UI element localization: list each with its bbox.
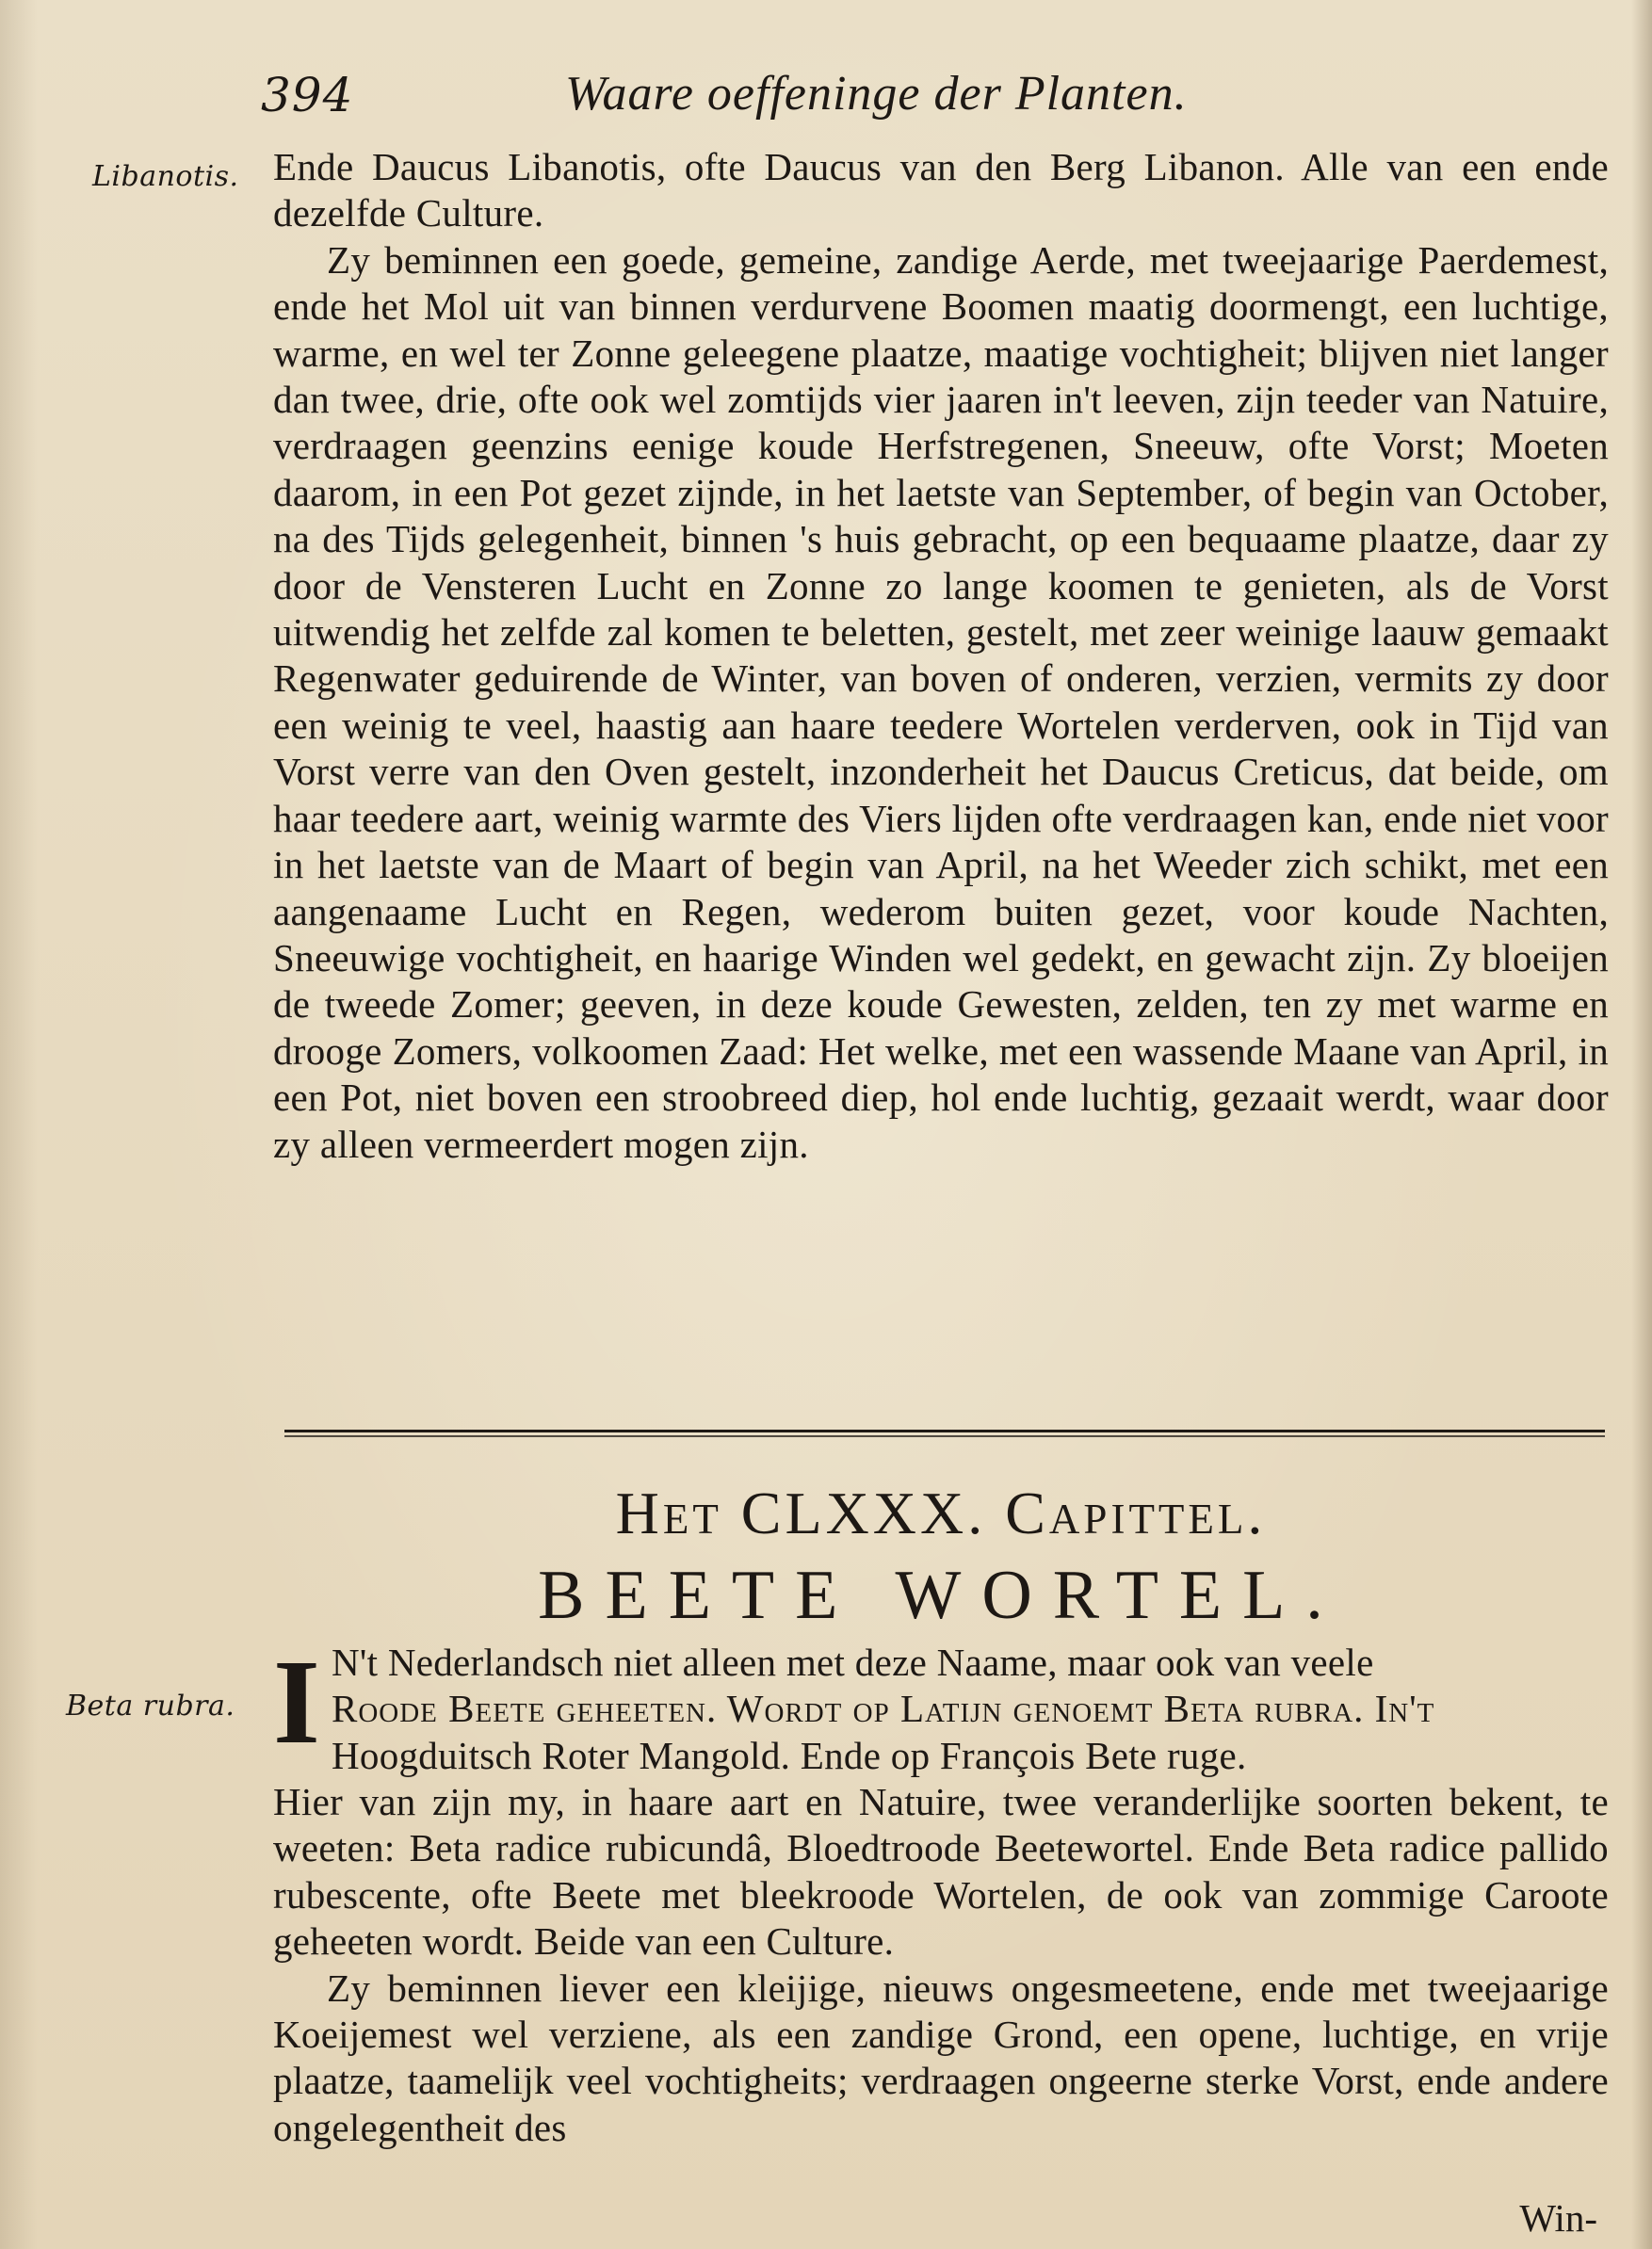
chapter-title: BEETE WORTEL. [538, 1557, 1344, 1634]
drop-cap: I [273, 1635, 321, 1769]
margin-note-beta-rubra: Beta rubra. [66, 1690, 235, 1723]
section-1-text [273, 144, 1609, 1168]
running-head [0, 58, 1652, 124]
lead-line-2: Roode Beete geheeten. Wordt op Latijn genoemt Beta rubra. In't [332, 1687, 1435, 1731]
catchword: Win- [1519, 2196, 1597, 2240]
chapter-lead [273, 1635, 1609, 1779]
page-number: 394 [261, 68, 354, 122]
lead-line-3: Hoogduitsch Roter Mangold. Ende op François Bete ruge. [332, 1733, 1247, 1777]
chapter-heading: Het CLXXX. Capittel. [615, 1480, 1267, 1546]
paragraph-culture: Zy beminnen een goede, gemeine, zandige Aerde, met tweejaarige Paerdemest, ende het Mol uit van binnen verdurvene Boomen maatig doormengt, een luchtige, warme, en wel ter Zonne geleegene plaatze, maatige vochtigheit; blijven niet langer dan twee, drie, ofte ook wel zomtijds vier jaaren in't leeven, zijn teeder van Natuire, verdraagen geenzins eenige koude Herfstregenen, Sneeuw, ofte Vorst; Moeten daarom, in een Pot gezet zijnde, in het laetste van September, of begin van October, na des Tijds gelegenheit, binnen 's huis gebracht, op een bequaame plaatze, daar zy door de Vensteren Lucht en Zonne zo lange koomen te genieten, als de Vorst uitwendig het zelfde zal komen te beletten, gestelt, met zeer weinige laauw gemaakt Regenwater geduirende de Winter, van boven of onderen, verzien, vermits zy door een weinig te veel, haastig aan haare teedere Wortelen verderven, ook in Tijd van Vorst verre van den Oven gestelt, inzonderheit het Daucus Creticus, dat beide, om haar teedere aart, weinig warmte des Viers lijden ofte verdraagen kan, ende niet voor in het laetste van de Maart of begin van April, na het Weeder zich schikt, met een aangenaame Lucht en Regen, wederom buiten gezet, voor koude Nachten, Sneeuwige vochtigheit, en haarige Winden wel gedekt, en gewacht zijn. Zy bloeijen de tweede Zomer; geeven, in deze koude Gewesten, zelden, ten zy met warme en drooge Zomers, volkoomen Zaad: Het welke, met een wassende Maane van April, in een Pot, niet boven een stroobreed diep, hol ende luchtig, gezaait werdt, waar door zy alleen vermeerdert mogen zijn. [273, 237, 1609, 1166]
page-shadow-right [1631, 0, 1652, 2249]
lead-line-1: N't Nederlandsch niet alleen met deze Naame, maar ook van veele [332, 1641, 1374, 1684]
margin-note-libanotis: Libanotis. [92, 160, 239, 193]
paragraph-libanotis: Ende Daucus Libanotis, ofte Daucus van den Berg Libanon. Alle van een ende dezelfde Culture. [273, 145, 1609, 235]
page-shadow-left [0, 0, 38, 2249]
section-divider-rule [284, 1430, 1605, 1438]
section-2-text [273, 1779, 1609, 2151]
paragraph-soil: Zy beminnen liever een kleijige, nieuws ongesmeetene, ende met tweejaarige Koeijemest wel verziene, als een zandige Grond, een opene, luchtige, en vrije plaatze, taamelijk veel vochtigheits; verdraagen ongeerne sterke Vorst, ende andere ongelegentheit des [273, 1966, 1609, 2149]
running-title: Waare oeffeninge der Planten. [565, 67, 1188, 121]
paragraph-varieties: Hier van zijn my, in haare aart en Natuire, twee veranderlijke soorten bekent, te weeten: Beta radice rubicundâ, Bloedtroode Beetewortel. Ende Beta radice pallido rubescente, ofte Beete met bleekroode Wortelen, de ook van zommige Caroote geheeten wordt. Beide van een Culture. [273, 1780, 1609, 1964]
